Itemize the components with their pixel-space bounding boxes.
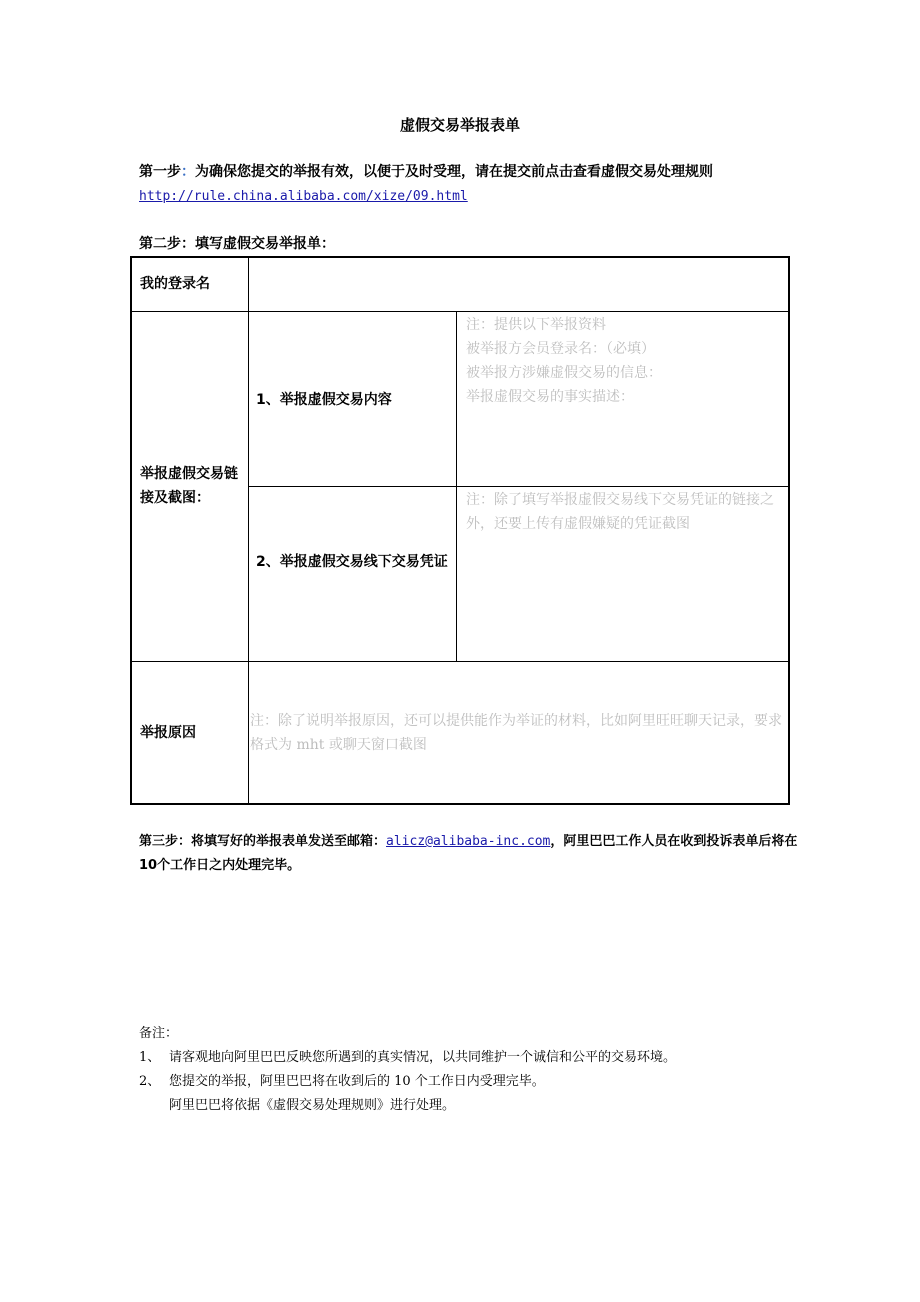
- login-label: 我的登录名: [140, 276, 210, 292]
- note-extra: 阿里巴巴将依据《虚假交易处理规则》进行处理。: [169, 1098, 456, 1113]
- step1-colon: ：: [181, 164, 195, 180]
- item1-hint-line: 被举报方涉嫌虚假交易的信息：: [466, 365, 662, 381]
- step1-label: 第一步: [139, 164, 181, 180]
- item1-label: 1、举报虚假交易内容: [256, 392, 392, 408]
- step3-suffix: ，阿里巴巴工作人员在收到投诉表单后将在10个工作日之内处理完毕。: [139, 834, 798, 873]
- note-text: 请客观地向阿里巴巴反映您所遇到的真实情况，以共同维护一个诚信和公平的交易环境。: [169, 1050, 677, 1065]
- step3-paragraph: [139, 830, 799, 878]
- note-item: [139, 1070, 799, 1094]
- email-link[interactable]: alicz@alibaba-inc.com: [386, 834, 551, 849]
- item1-hint-line: 被举报方会员登录名：（必填）: [466, 341, 655, 357]
- page-title: 虚假交易举报表单: [399, 116, 520, 134]
- step1-text: 为确保您提交的举报有效，以便于及时受理，请在提交前点击查看虚假交易处理规则: [195, 164, 713, 180]
- item2-label: 2、举报虚假交易线下交易凭证: [256, 554, 448, 570]
- rules-link[interactable]: http://rule.china.alibaba.com/xize/09.html: [139, 189, 468, 204]
- reason-hint-field[interactable]: 注：除了说明举报原因，还可以提供能作为举证的材料，比如阿里旺旺聊天记录，要求格式为 mht 或聊天窗口截图: [250, 713, 782, 753]
- step2-text: 第二步：填写虚假交易举报单：: [139, 236, 335, 252]
- step3-prefix: 第三步：将填写好的举报表单发送至邮箱：: [139, 834, 387, 849]
- step1-paragraph: [139, 160, 799, 209]
- note-item: [139, 1046, 799, 1070]
- note-number: 1、: [139, 1050, 161, 1065]
- note-text: 您提交的举报，阿里巴巴将在收到后的 10 个工作日内受理完毕。: [169, 1074, 545, 1089]
- item1-hint-line: 举报虚假交易的事实描述：: [466, 389, 634, 405]
- item1-hint-line: 注：提供以下举报资料: [466, 317, 606, 333]
- item1-hint-field[interactable]: [466, 313, 786, 485]
- notes-heading: 备注：: [139, 1026, 179, 1041]
- note-number: 2、: [139, 1074, 161, 1089]
- reason-label: 举报原因: [140, 725, 196, 741]
- login-name-field[interactable]: [250, 258, 787, 310]
- section-label: 举报虚假交易链接及截图：: [140, 466, 238, 506]
- item2-hint-field[interactable]: 注：除了填写举报虚假交易线下交易凭证的链接之外，还要上传有虚假嫌疑的凭证截图: [466, 492, 774, 532]
- notes-section: [139, 1022, 799, 1118]
